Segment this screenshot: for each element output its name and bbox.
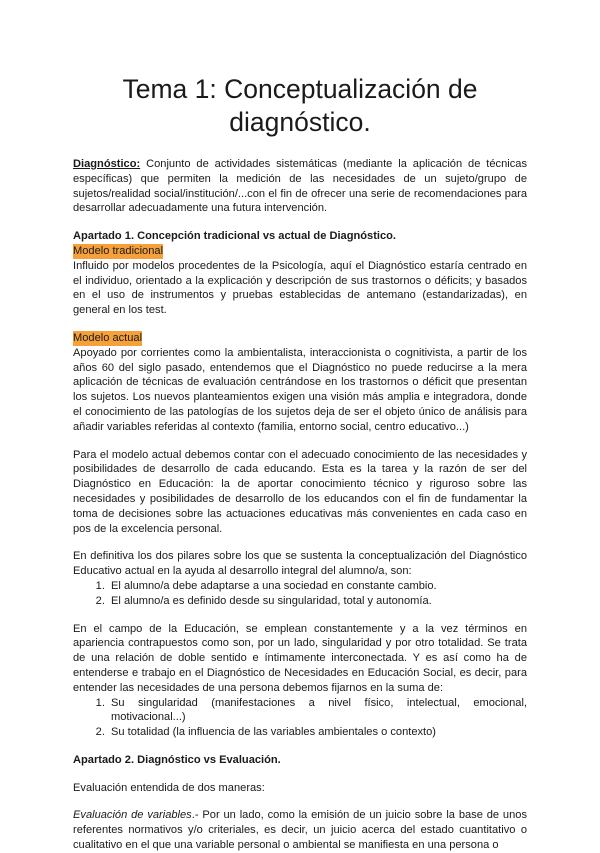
- definition-paragraph: [73, 157, 527, 216]
- list-item: 1. El alumno/a debe adaptarse a una sociedad en constante cambio.: [108, 579, 527, 594]
- definition-text: Conjunto de actividades sistemáticas (mediante la aplicación de técnicas específicas) que permiten la medición de las necesidades de un sujeto/grupo de sujetos/realidad social/institución/...con el fin de ofrecer una serie de recomendaciones para desarrollar adecuadamente una futura intervención.: [73, 158, 527, 215]
- eval-variables-term: Evaluación de variables: [73, 809, 192, 822]
- title-line-2: diagnóstico.: [229, 107, 371, 137]
- modelo-actual-label: Modelo actual: [73, 331, 143, 344]
- modelo-actual-paragraph: Apoyado por corrientes como la ambientalista, interaccionista o cognitivista, a partir de los años 60 del siglo pasado, entendemos que el Diagnóstico no puede reducirse a la mera aplicación de técnicas de evaluación centrándose en los trastornos o déficit que presentan los sujetos. Los nuevos planteamientos exigen una visión más amplia e integradora, donde el conocimiento de las patologías de los sujetos deja de ser el objeto único de análisis para añadir variables referidas al contexto (familia, entorno social, centro educativo...): [73, 346, 527, 433]
- definition-term: Diagnóstico:: [73, 158, 141, 170]
- eval-variables-text: .- Por un lado, como la emisión de un juicio sobre la base de unos referentes normativos y/o criteriales, es decir, un juicio acerca del estado cuantitativo o cualitativo en el que una variable personal o ambiental se manifiesta en una persona o: [73, 809, 527, 852]
- modelo-tradicional-label: Modelo tradicional: [73, 244, 164, 257]
- list-item: 1. Su singularidad (manifestaciones a nivel físico, intelectual, emocional, motivacional...): [108, 696, 527, 726]
- section-heading-1: Apartado 1. Concepción tradicional vs actual de Diagnóstico.: [73, 230, 397, 243]
- section-heading-2: Apartado 2. Diagnóstico vs Evaluación.: [73, 753, 281, 766]
- suma-list: [73, 696, 527, 740]
- pilares-intro-paragraph: En definitiva los dos pilares sobre los que se sustenta la conceptualización del Diagnóstico Educativo actual en la ayuda al desarrollo integral del alumno/a, son:: [73, 550, 527, 578]
- page-title: [73, 0, 527, 139]
- pilares-list: [73, 579, 527, 609]
- list-item: 2. Su totalidad (la influencia de las variables ambientales o contexto): [108, 725, 527, 740]
- para-modelo-paragraph: Para el modelo actual debemos contar con el adecuado conocimiento de las necesidades y posibilidades de desarrollo de cada educando. Esta es la tarea y la razón de ser del Diagnóstico en Educación: la de aportar conocimiento técnico y riguroso sobre las necesidades y posibilidades de desarrollo de los educandos con el fin de fundamentar la toma de decisiones sobre las actuaciones educativas más convenientes en cada caso en pos de la excelencia personal.: [73, 448, 527, 535]
- eval-variables-paragraph: [73, 808, 527, 852]
- campo-paragraph: En el campo de la Educación, se emplean constantemente y a la vez términos en apariencia contrapuestos como son, por un lado, singularidad y por otro totalidad. Se trata de una relación de doble sentido e íntimamente interconectada. Y es así como ha de entenderse e trabajo en el Diagnóstico de Necesidades en Educación Social, es decir, para entender las necesidades de una persona debemos fijarnos en la suma de:: [73, 622, 527, 694]
- modelo-tradicional-paragraph: Influido por modelos procedentes de la Psicología, aquí el Diagnóstico estaría centrado en el individuo, orientado a la explicación y descripción de sus trastornos o déficits; y basados en el uso de instrumentos y pruebas establecidas de antemano (estandarizadas), en general en los test.: [73, 259, 527, 317]
- list-item: 2. El alumno/a es definido desde su singularidad, total y autonomía.: [108, 594, 527, 609]
- eval-intro-paragraph: Evaluación entendida de dos maneras:: [73, 781, 265, 794]
- title-line-1: Tema 1: Conceptualización de: [122, 74, 478, 104]
